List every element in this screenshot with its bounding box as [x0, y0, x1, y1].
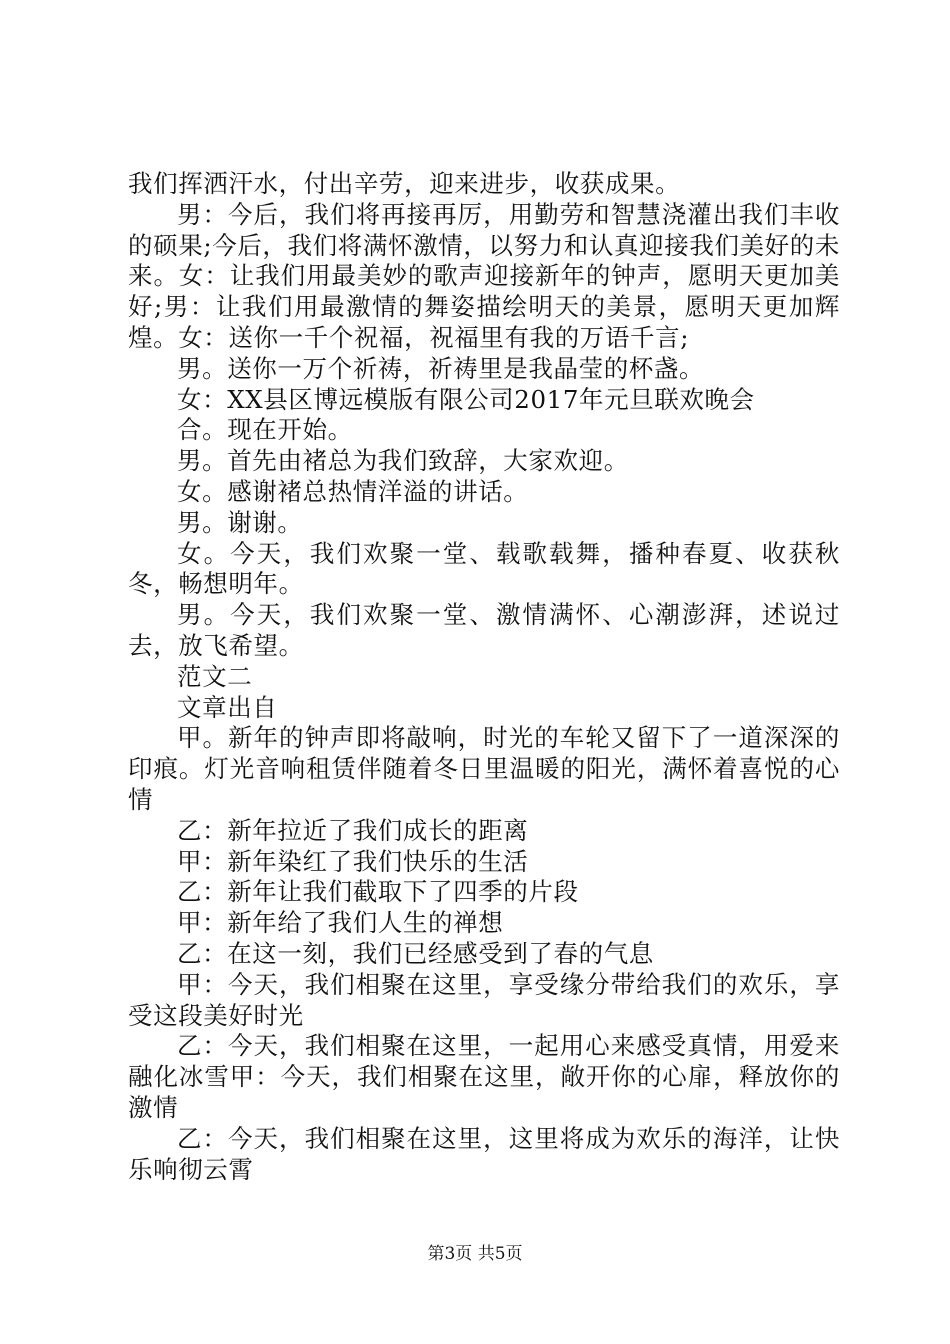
paragraph: 文章出自 [177, 692, 278, 722]
paragraph: 乙：新年让我们截取下了四季的片段 [177, 877, 579, 907]
paragraph: 甲。新年的钟声即将敲响，时光的车轮又留下了一道深深的印痕。灯光音响租赁伴随着冬日里温暖的阳光，满怀着喜悦的心情 [128, 723, 840, 814]
paragraph: 合。现在开始。 [177, 415, 353, 445]
paragraph: 甲：新年给了我们人生的禅想 [177, 908, 504, 938]
paragraph: 乙：在这一刻，我们已经感受到了春的气息 [177, 938, 654, 968]
paragraph: 男：今后，我们将再接再厉，用勤劳和智慧浇灌出我们丰收的硕果;今后，我们将满怀激情，以努力和认真迎接我们美好的未来。女：让我们用最美妙的歌声迎接新年的钟声，愿明天更加美好;男：让我们用最激情的舞姿描绘明天的美景，愿明天更加辉煌。女：送你一千个祝福，祝福里有我的万语千言; [128, 199, 840, 352]
paragraph: 乙：今天，我们相聚在这里，一起用心来感受真情，用爱来融化冰雪甲：今天，我们相聚在这里，敞开你的心扉，释放你的激情 [128, 1031, 840, 1122]
paragraph: 女。今天，我们欢聚一堂、载歌载舞，播种春夏、收获秋冬，畅想明年。 [128, 538, 840, 599]
paragraph: 乙：今天，我们相聚在这里，这里将成为欢乐的海洋，让快乐响彻云霄 [128, 1123, 840, 1184]
paragraph: 我们挥洒汗水，付出辛劳，迎来进步，收获成果。 [128, 169, 681, 198]
paragraph: 男。谢谢。 [177, 507, 303, 537]
paragraph: 女：XX县区博远模版有限公司2017年元旦联欢晚会 [177, 384, 755, 414]
document-body [128, 169, 840, 1185]
paragraph: 甲：今天，我们相聚在这里，享受缘分带给我们的欢乐，享受这段美好时光 [128, 969, 840, 1030]
paragraph: 甲：新年染红了我们快乐的生活 [177, 846, 529, 876]
section-heading: 范文二 [177, 661, 253, 691]
paragraph: 男。送你一万个祈祷，祈祷里是我晶莹的杯盏。 [177, 353, 705, 383]
paragraph: 女。感谢褚总热情洋溢的讲话。 [177, 476, 529, 506]
paragraph: 男。首先由褚总为我们致辞，大家欢迎。 [177, 446, 629, 476]
page-number-footer: 第3页 共5页 [427, 1244, 523, 1264]
paragraph: 男。今天，我们欢聚一堂、激情满怀、心潮澎湃，述说过去，放飞希望。 [128, 600, 840, 660]
paragraph: 乙：新年拉近了我们成长的距离 [177, 815, 529, 845]
